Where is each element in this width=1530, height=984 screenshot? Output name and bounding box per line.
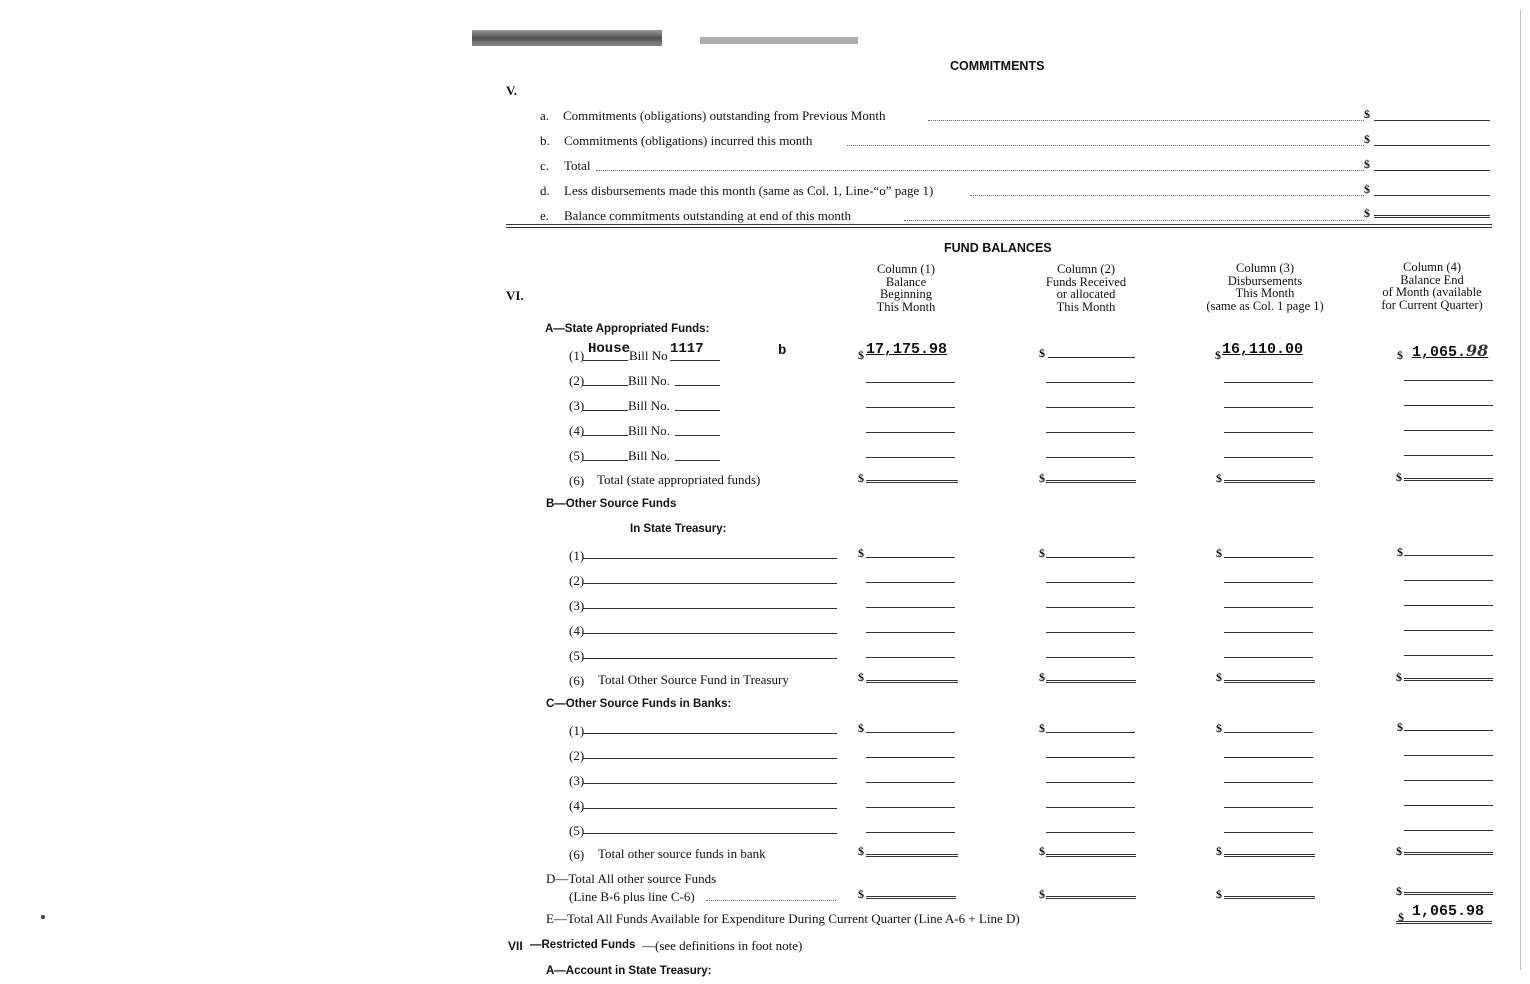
house-field[interactable] — [583, 410, 628, 411]
col2-field[interactable] — [1046, 557, 1135, 558]
dollar-sign: $ — [858, 670, 864, 684]
col1-field[interactable] — [866, 782, 955, 783]
bill-number-field[interactable] — [675, 385, 720, 386]
fund-name-field[interactable] — [583, 583, 837, 584]
col4-total-field[interactable] — [1404, 892, 1493, 895]
header-line: Balance End — [1400, 272, 1464, 287]
dollar-sign: $ — [1216, 721, 1222, 735]
col1-value: 17,175.98 — [866, 341, 948, 358]
col3-field[interactable] — [1224, 632, 1313, 633]
col3-field[interactable] — [1224, 407, 1313, 408]
dollar-sign: $ — [1396, 670, 1402, 684]
col4-field[interactable] — [1404, 755, 1493, 756]
col3-field[interactable] — [1224, 757, 1313, 758]
dollar-sign: $ — [1397, 545, 1403, 559]
fund-name-field[interactable] — [583, 658, 837, 659]
dollar-sign: $ — [1039, 346, 1045, 360]
dollar-sign: $ — [858, 844, 864, 858]
col1-field[interactable] — [866, 582, 955, 583]
header-line: (same as Col. 1 page 1) — [1206, 298, 1324, 313]
row-number: (1) — [569, 548, 585, 563]
typed-bill-number: 1117 — [670, 341, 704, 357]
col2-field[interactable] — [1046, 807, 1135, 808]
col3-field[interactable] — [1224, 607, 1313, 608]
dollar-sign: $ — [1216, 887, 1222, 901]
header-line: Disbursements — [1227, 273, 1303, 288]
fund-name-field[interactable] — [583, 833, 837, 834]
dollar-sign: $ — [1216, 471, 1222, 485]
scan-speck — [41, 915, 45, 919]
fund-balances-title: FUND BALANCES — [944, 241, 1052, 255]
col3-total-field[interactable] — [1224, 480, 1315, 483]
header-line: or allocated — [1056, 287, 1116, 301]
row-number: (2) — [569, 748, 585, 763]
row-letter: e. — [540, 208, 550, 223]
col4-field[interactable] — [1404, 405, 1493, 406]
amount-field[interactable] — [1374, 120, 1490, 121]
leader-dots — [928, 120, 1364, 121]
col1-total-field[interactable] — [866, 680, 958, 683]
dollar-sign: $ — [1397, 348, 1403, 362]
grand-total-field[interactable] — [1396, 921, 1492, 924]
row-number: (6) — [569, 473, 585, 488]
col2-field[interactable] — [1046, 582, 1135, 583]
col1-field[interactable] — [866, 807, 955, 808]
col4-field[interactable] — [1404, 830, 1493, 831]
bill-label: Bill No — [629, 348, 668, 363]
col2-field[interactable] — [1046, 407, 1135, 408]
col3-field[interactable] — [1224, 732, 1313, 733]
header-line: This Month — [1235, 286, 1295, 300]
house-field[interactable] — [583, 385, 628, 386]
col3-total-field[interactable] — [1224, 680, 1315, 683]
fund-name-field[interactable] — [583, 733, 837, 734]
col4-total-field[interactable] — [1404, 852, 1493, 855]
row-number: (3) — [569, 598, 585, 613]
col3-field[interactable] — [1224, 807, 1313, 808]
col4-value — [1412, 341, 1488, 361]
row-letter: c. — [540, 158, 550, 173]
col2-field[interactable] — [1046, 432, 1135, 433]
col1-field[interactable] — [866, 832, 955, 833]
grand-total-value: 1,065.98 — [1412, 903, 1485, 920]
amount-field[interactable] — [1374, 170, 1490, 171]
dollar-sign: $ — [1397, 720, 1403, 734]
row-number: (3) — [569, 773, 585, 788]
row-number: (2) — [569, 373, 585, 388]
header-line: Balance — [885, 274, 927, 289]
col4-handwritten: 98 — [1466, 341, 1489, 360]
dollar-sign: $ — [1215, 348, 1221, 362]
dollar-sign: $ — [1216, 546, 1222, 560]
col3-value: 16,110.00 — [1222, 341, 1304, 358]
row-number: (1) — [569, 723, 585, 738]
fund-name-field[interactable] — [583, 783, 837, 784]
col4-field[interactable] — [1404, 380, 1493, 381]
col1-field[interactable] — [866, 407, 955, 408]
dollar-sign: $ — [1039, 670, 1045, 684]
col1-field[interactable] — [866, 757, 955, 758]
typed-house: House — [588, 341, 631, 357]
bill-label: Bill No. — [628, 373, 670, 388]
dollar-sign: $ — [1216, 670, 1222, 684]
col1-field[interactable] — [866, 382, 955, 383]
dollar-sign: $ — [1039, 844, 1045, 858]
col2-field[interactable] — [1046, 832, 1135, 833]
section-v-numeral: V. — [506, 83, 517, 98]
column-2-header — [1025, 263, 1147, 313]
restricted-funds-note: —(see definitions in foot note) — [642, 938, 803, 953]
col2-total-field[interactable] — [1046, 480, 1136, 483]
row-number: (1) — [569, 348, 585, 363]
leader-dots — [847, 145, 1364, 146]
section-b-heading: B—Other Source Funds — [546, 498, 677, 510]
row-label: Commitments (obligations) outstanding from Previous Month — [563, 108, 886, 123]
leader-dots — [904, 220, 1364, 221]
row-number: (4) — [569, 423, 585, 438]
restricted-account-heading: A—Account in State Treasury: — [546, 965, 712, 977]
header-line: This Month — [876, 299, 936, 314]
col1-field[interactable] — [866, 657, 955, 658]
dollar-sign: $ — [858, 471, 864, 485]
column-4-header — [1366, 261, 1498, 311]
row-label: Total (state appropriated funds) — [597, 472, 761, 487]
col1-field[interactable] — [866, 557, 955, 558]
dollar-sign: $ — [1396, 470, 1402, 484]
dollar-sign: $ — [1039, 471, 1045, 485]
leader-dots — [706, 900, 836, 901]
col3-field[interactable] — [1224, 832, 1313, 833]
col1-total-field[interactable] — [866, 854, 958, 857]
bill-label: Bill No. — [628, 398, 670, 413]
section-vii-numeral: VII — [508, 939, 523, 953]
col3-field[interactable] — [1224, 657, 1313, 658]
row-label: D—Total All other source Funds — [546, 871, 717, 886]
bill-number-field[interactable] — [675, 460, 720, 461]
col2-field[interactable] — [1046, 732, 1135, 733]
col3-field[interactable] — [1224, 382, 1313, 383]
header-line: Column (2) — [1057, 262, 1115, 276]
dollar-sign: $ — [1216, 844, 1222, 858]
row-letter: a. — [540, 108, 550, 123]
header-line: Column (1) — [877, 262, 935, 276]
col4-field[interactable] — [1404, 605, 1493, 606]
fund-name-field[interactable] — [583, 808, 837, 809]
row-number: (5) — [569, 448, 585, 463]
leader-dots — [596, 170, 1364, 171]
col4-field[interactable] — [1404, 455, 1493, 456]
row-number: (2) — [569, 573, 585, 588]
row-label: Less disbursements made this month (same as Col. 1, Line-“o” page 1) — [564, 183, 934, 198]
dollar-sign: $ — [858, 348, 864, 362]
col1-field[interactable] — [866, 632, 955, 633]
amount-field[interactable] — [1374, 195, 1490, 196]
scan-smudge — [472, 30, 662, 46]
col3-field[interactable] — [1224, 582, 1313, 583]
col4-total-field[interactable] — [1404, 478, 1493, 481]
dollar-sign: $ — [1039, 887, 1045, 901]
header-line: Funds Received — [1045, 274, 1127, 289]
row-letter: d. — [540, 183, 550, 198]
col3-total-field[interactable] — [1224, 854, 1315, 857]
col2-field[interactable] — [1046, 607, 1135, 608]
col2-field[interactable] — [1046, 782, 1135, 783]
scan-smudge — [1520, 10, 1521, 970]
col3-field[interactable] — [1224, 432, 1313, 433]
row-label: Total Other Source Fund in Treasury — [598, 672, 789, 687]
dollar-sign: $ — [1364, 206, 1370, 220]
header-line: Column (4) — [1403, 260, 1461, 274]
header-line: Column (3) — [1236, 261, 1294, 275]
col4-field[interactable] — [1404, 630, 1493, 631]
dollar-sign: $ — [1398, 910, 1404, 924]
section-b-subheading: In State Treasury: — [630, 523, 727, 535]
col1-field[interactable] — [866, 607, 955, 608]
col1-total-field[interactable] — [866, 480, 958, 483]
col2-field[interactable] — [1046, 657, 1135, 658]
dollar-sign: $ — [858, 721, 864, 735]
col4-typed: 1,065. — [1412, 344, 1467, 361]
col3-total-field[interactable] — [1224, 896, 1315, 899]
row-label: Total — [564, 158, 591, 173]
row-sublabel: (Line B-6 plus line C-6) — [569, 889, 695, 904]
col4-field[interactable] — [1404, 555, 1493, 556]
row-number: (5) — [569, 648, 585, 663]
row-number: (6) — [569, 847, 585, 862]
header-line: for Current Quarter) — [1381, 297, 1483, 312]
section-divider — [506, 224, 1492, 228]
col4-total-field[interactable] — [1404, 678, 1493, 681]
dollar-sign: $ — [1364, 182, 1370, 196]
row-label: E—Total All Funds Available for Expenditure During Current Quarter (Line A-6 + Line D) — [546, 911, 1020, 926]
dollar-sign: $ — [1039, 546, 1045, 560]
col2-total-field[interactable] — [1046, 680, 1136, 683]
col4-field[interactable] — [1404, 780, 1493, 781]
col2-field[interactable] — [1046, 632, 1135, 633]
dollar-sign: $ — [1396, 844, 1402, 858]
col2-field[interactable] — [1046, 757, 1135, 758]
dollar-sign: $ — [1396, 884, 1402, 898]
column-3-header — [1190, 262, 1340, 312]
house-field[interactable] — [583, 360, 628, 361]
row-number: (5) — [569, 823, 585, 838]
col2-total-field[interactable] — [1046, 896, 1136, 899]
col4-field[interactable] — [1404, 805, 1493, 806]
row-number: (3) — [569, 398, 585, 413]
bill-label: Bill No. — [628, 423, 670, 438]
col3-field[interactable] — [1224, 457, 1313, 458]
header-line: of Month (available — [1382, 285, 1482, 299]
col1-field[interactable] — [866, 432, 955, 433]
house-field[interactable] — [583, 435, 628, 436]
col1-field[interactable] — [866, 457, 955, 458]
restricted-funds-title: —Restricted Funds — [530, 939, 636, 951]
house-field[interactable] — [583, 460, 628, 461]
col3-field[interactable] — [1224, 782, 1313, 783]
dollar-sign: $ — [858, 887, 864, 901]
row-letter: b. — [540, 133, 550, 148]
col4-field[interactable] — [1404, 655, 1493, 656]
amount-field[interactable] — [1374, 215, 1490, 218]
fund-name-field[interactable] — [583, 608, 837, 609]
bill-number-field[interactable] — [675, 410, 720, 411]
col4-field[interactable] — [1404, 430, 1493, 431]
col1-field[interactable] — [866, 732, 955, 733]
row-number: (4) — [569, 798, 585, 813]
header-line: Beginning — [879, 287, 933, 301]
col1-total-field[interactable] — [866, 896, 956, 899]
dollar-sign: $ — [1364, 107, 1370, 121]
row-label: Total other source funds in bank — [598, 846, 766, 861]
section-c-heading: C—Other Source Funds in Banks: — [546, 698, 732, 710]
col2-field[interactable] — [1048, 357, 1135, 358]
bill-label: Bill No. — [628, 448, 670, 463]
fund-name-field[interactable] — [583, 558, 837, 559]
dollar-sign: $ — [1364, 157, 1370, 171]
row-label: Commitments (obligations) incurred this month — [564, 133, 813, 148]
bill-number-field[interactable] — [670, 360, 720, 361]
scan-smudge — [700, 37, 858, 44]
col2-total-field[interactable] — [1046, 854, 1136, 857]
commitments-title: COMMITMENTS — [950, 59, 1045, 73]
amount-field[interactable] — [1374, 145, 1490, 146]
column-1-header — [850, 263, 962, 313]
section-a-heading: A—State Appropriated Funds: — [545, 323, 710, 335]
col2-field[interactable] — [1046, 382, 1135, 383]
dollar-sign: $ — [1364, 132, 1370, 146]
bill-number-field[interactable] — [675, 435, 720, 436]
col4-field[interactable] — [1404, 730, 1493, 731]
row-label: Balance commitments outstanding at end of this month — [564, 208, 852, 223]
fund-name-field[interactable] — [583, 633, 837, 634]
row-number: (4) — [569, 623, 585, 638]
col3-field[interactable] — [1224, 557, 1313, 558]
col2-field[interactable] — [1046, 457, 1135, 458]
dollar-sign: $ — [1039, 721, 1045, 735]
fund-name-field[interactable] — [583, 758, 837, 759]
header-line: This Month — [1056, 299, 1116, 314]
leader-dots — [970, 195, 1364, 196]
col4-field[interactable] — [1404, 580, 1493, 581]
row-number: (6) — [569, 673, 585, 688]
section-vi-numeral: VI. — [506, 288, 524, 303]
typed-mark: b — [778, 343, 787, 359]
dollar-sign: $ — [858, 546, 864, 560]
